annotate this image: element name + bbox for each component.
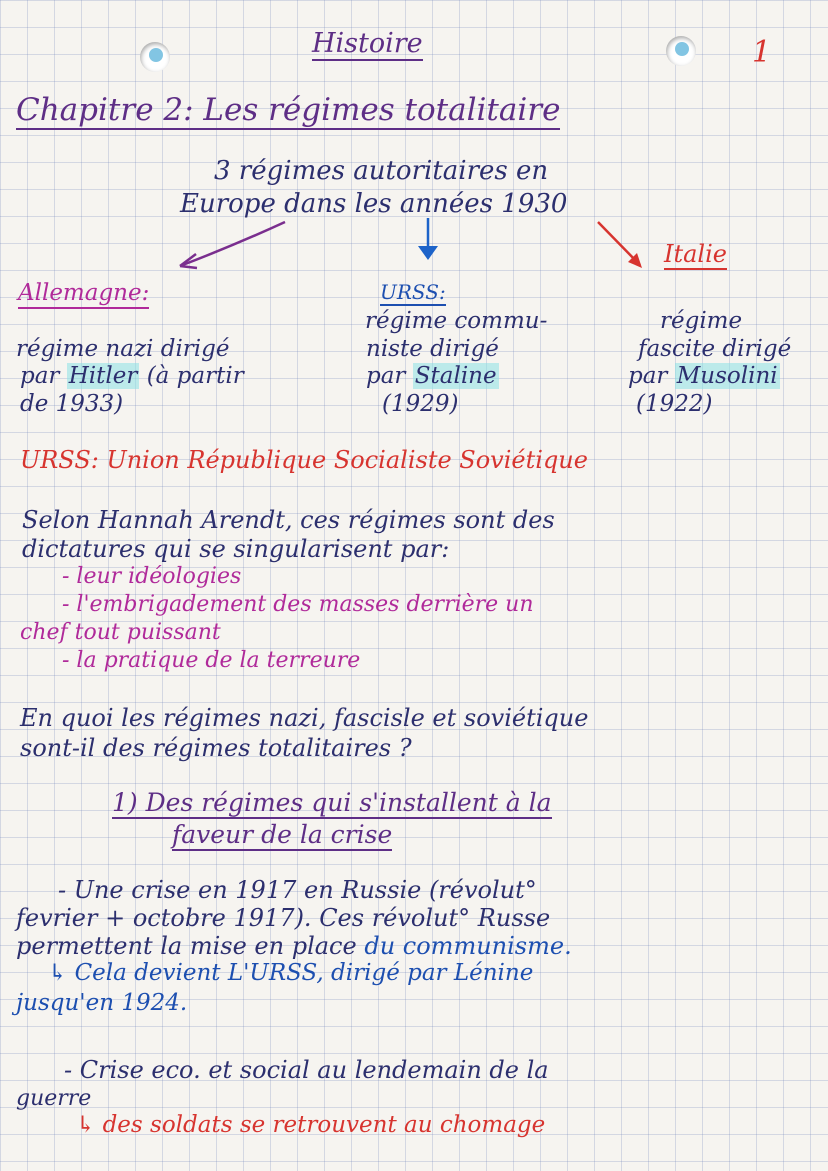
arendt-line-1: Selon Hannah Arendt, ces régimes sont des	[22, 506, 555, 534]
intro-text-1: 3 régimes autoritaires en	[214, 156, 549, 186]
urss-line-3	[366, 365, 499, 388]
allemagne-heading: Allemagne:	[18, 282, 149, 309]
italie-line-1: régime	[660, 308, 743, 334]
chapter-title: Chapitre 2: Les régimes totalitaire	[16, 92, 561, 128]
italie-par: par	[628, 363, 668, 389]
body-p1-line-1: - Une crise en 1917 en Russie (révolut°	[58, 876, 537, 904]
urss-line-4: (1929)	[382, 391, 459, 417]
body-communisme: du communisme.	[364, 932, 572, 960]
section-1-heading-line-1: 1) Des régimes qui s'installent à la	[112, 788, 552, 817]
body-p1-line-3-start: permettent la mise en place	[16, 932, 357, 960]
leader-musolini: Musolini	[676, 363, 778, 389]
arendt-bullet-2-cont: chef tout puissant	[20, 620, 221, 645]
urss-line-2: niste dirigé	[366, 336, 499, 362]
italie-line-2: fascite dirigé	[638, 336, 792, 362]
question-line-1: En quoi les régimes nazi, fascisle et soviétique	[20, 704, 589, 732]
arendt-line-2: dictatures qui se singularisent par:	[22, 535, 450, 563]
italie-line-4: (1922)	[636, 391, 713, 417]
leader-staline: Staline	[414, 363, 497, 389]
arendt-bullet-2: - l'embrigadement des masses derrière un	[62, 592, 534, 617]
allemagne-par: par	[20, 363, 60, 389]
leader-hitler: Hitler	[68, 363, 138, 389]
subject-title: Histoire	[312, 28, 423, 59]
arendt-bullet-3: - la pratique de la terreure	[62, 648, 361, 673]
allemagne-line-2	[20, 365, 244, 388]
urss-par: par	[366, 363, 406, 389]
arendt-bullet-1: - leur idéologies	[62, 564, 242, 589]
intro-line-2: Europe dans les années 1930	[180, 189, 568, 219]
question-line-2: sont-il des régimes totalitaires ?	[20, 734, 412, 762]
body-p1-line-4: ↳ Cela devient L'URSS, dirigé par Lénine	[48, 960, 534, 986]
urss-definition: URSS: Union République Socialiste Soviétique	[20, 446, 588, 474]
allemagne-line-3: de 1933)	[20, 391, 124, 417]
body-p2-line-1: - Crise eco. et social au lendemain de la	[64, 1056, 549, 1084]
arrow-left	[180, 222, 285, 268]
section-1-heading-line-2: faveur de la crise	[172, 820, 393, 849]
urss-line-1: régime commu-	[365, 308, 548, 334]
page-number: 1	[752, 35, 772, 70]
allemagne-line-1: régime nazi dirigé	[16, 336, 230, 362]
body-p2-line-3: ↳ des soldats se retrouvent au chomage	[76, 1112, 546, 1138]
body-p2-line-2: guerre	[16, 1086, 92, 1111]
arrow-center	[418, 218, 438, 260]
body-p1-line-5: jusqu'en 1924.	[16, 990, 188, 1016]
arrow-right	[598, 222, 642, 268]
body-p1-line-2: fevrier + octobre 1917). Ces révolut° Russe	[16, 904, 551, 932]
allemagne-date-open: (à partir	[146, 363, 244, 389]
urss-heading: URSS:	[380, 280, 446, 304]
italie-heading: Italie	[664, 240, 727, 268]
body-p1-line-3	[16, 934, 572, 958]
italie-line-3	[628, 365, 780, 388]
